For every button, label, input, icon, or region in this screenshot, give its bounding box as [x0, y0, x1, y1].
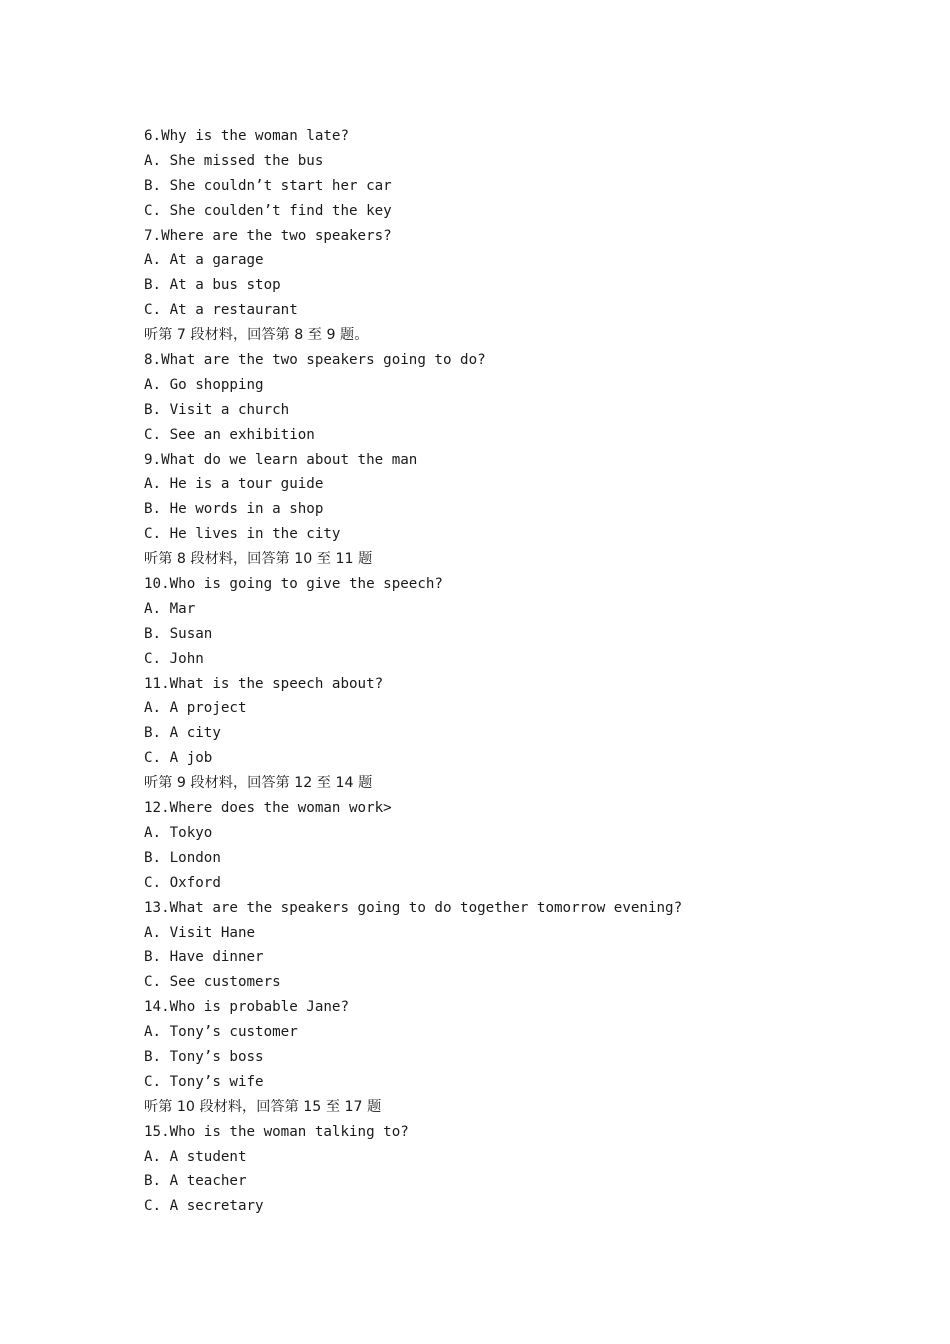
option-15a: A. A student: [144, 1148, 247, 1165]
option-7a: A. At a garage: [144, 252, 264, 269]
option-6a: A. She missed the bus: [144, 152, 324, 169]
question-6: 6.Why is the woman late?: [144, 128, 349, 144]
option-12b: B. London: [144, 849, 221, 866]
option-8a: A. Go shopping: [144, 376, 264, 393]
option-9b: B. He words in a shop: [144, 501, 324, 518]
section-heading-8: 听第 8 段材料，回答第 10 至 11 题: [144, 551, 373, 568]
question-12: 12.Where does the woman work>: [144, 800, 392, 817]
option-11b: B. A city: [144, 725, 221, 742]
option-15c: C. A secretary: [144, 1198, 264, 1215]
option-14c: C. Tony’s wife: [144, 1073, 264, 1090]
question-13: 13.What are the speakers going to do together tomorrow evening?: [144, 899, 683, 916]
option-13c: C. See customers: [144, 974, 281, 991]
option-12c: C. Oxford: [144, 874, 221, 891]
option-7b: B. At a bus stop: [144, 277, 281, 294]
section-heading-10: 听第 10 段材料，回答第 15 至 17 题: [144, 1098, 382, 1115]
question-14: 14.Who is probable Jane?: [144, 999, 349, 1016]
option-15b: B. A teacher: [144, 1173, 247, 1190]
question-8: 8.What are the two speakers going to do?: [144, 352, 486, 369]
section-heading-7: 听第 7 段材料，回答第 8 至 9 题。: [144, 327, 369, 344]
option-13a: A. Visit Hane: [144, 924, 256, 941]
question-15: 15.Who is the woman talking to?: [144, 1123, 409, 1140]
question-9: 9.What do we learn about the man: [144, 451, 418, 468]
option-8c: C. See an exhibition: [144, 426, 315, 443]
option-8b: B. Visit a church: [144, 401, 290, 418]
option-14a: A. Tony’s customer: [144, 1024, 298, 1041]
option-10b: B. Susan: [144, 625, 213, 642]
option-9c: C. He lives in the city: [144, 526, 341, 543]
question-7: 7.Where are the two speakers?: [144, 227, 392, 244]
document-page: [144, 124, 904, 1219]
option-11a: A. A project: [144, 700, 247, 717]
option-12a: A. Tokyo: [144, 824, 213, 841]
option-9a: A. He is a tour guide: [144, 476, 324, 493]
question-10: 10.Who is going to give the speech?: [144, 576, 443, 593]
option-13b: B. Have dinner: [144, 949, 264, 966]
option-14b: B. Tony’s boss: [144, 1048, 264, 1065]
option-10a: A. Mar: [144, 600, 196, 617]
option-6b: B. She couldn’t start her car: [144, 177, 392, 194]
section-heading-9: 听第 9 段材料，回答第 12 至 14 题: [144, 775, 373, 792]
option-6c: C. She coulden’t find the key: [144, 202, 392, 219]
option-10c: C. John: [144, 650, 204, 667]
question-11: 11.What is the speech about?: [144, 675, 384, 692]
option-11c: C. A job: [144, 750, 213, 767]
option-7c: C. At a restaurant: [144, 302, 298, 319]
